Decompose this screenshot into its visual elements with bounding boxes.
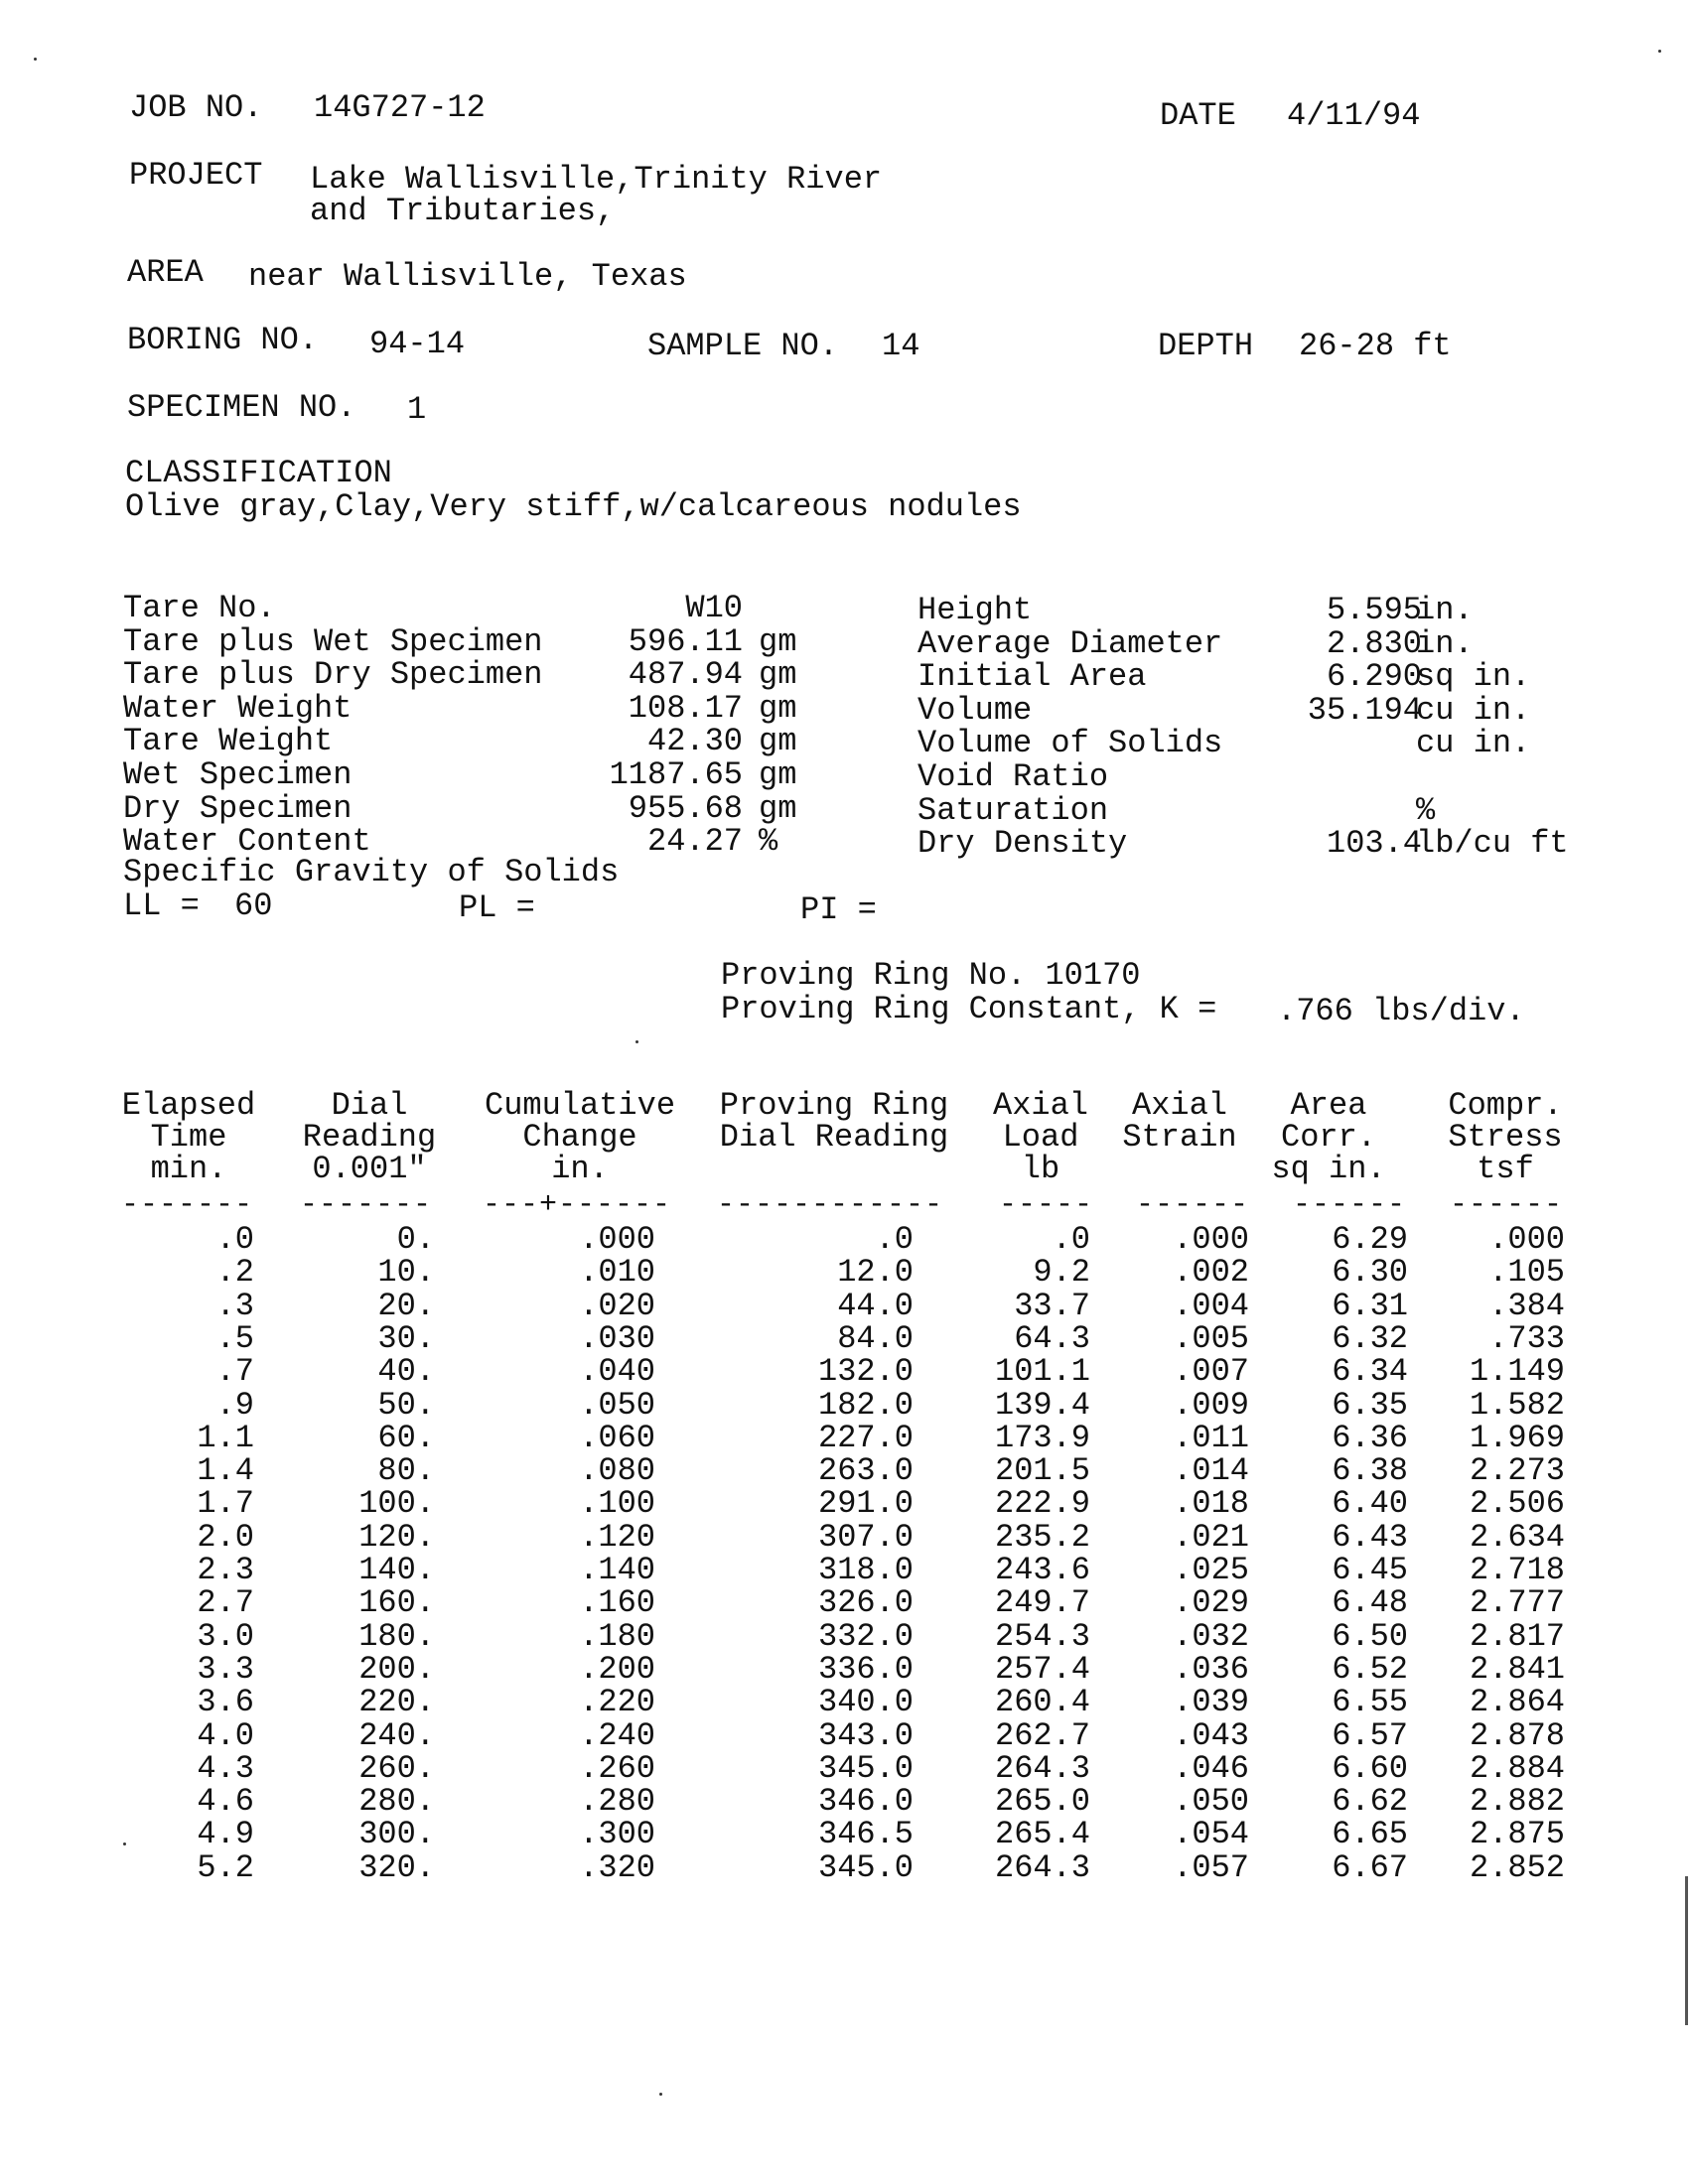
ll-label: LL = bbox=[123, 887, 200, 924]
specimen-prop-unit: % bbox=[759, 823, 778, 861]
scan-speck bbox=[659, 2093, 662, 2096]
table-cell: 3.3 bbox=[197, 1650, 254, 1688]
table-cell: 264.3 bbox=[994, 1848, 1090, 1886]
specimen-prop-value: 955.68 bbox=[628, 789, 743, 827]
table-cell: .004 bbox=[1173, 1287, 1249, 1324]
specimen-prop-unit: gm bbox=[759, 622, 797, 660]
table-cell: 260.4 bbox=[994, 1684, 1090, 1721]
table-cell: 6.32 bbox=[1332, 1319, 1408, 1357]
table-header-rule: ------ bbox=[1293, 1188, 1407, 1222]
table-cell: 2.634 bbox=[1469, 1518, 1565, 1556]
table-cell: .220 bbox=[579, 1684, 655, 1721]
table-cell: .5 bbox=[215, 1319, 254, 1357]
table-cell: 2.777 bbox=[1469, 1584, 1565, 1622]
table-cell: 6.57 bbox=[1332, 1716, 1408, 1754]
table-cell: 40. bbox=[377, 1353, 435, 1391]
table-cell: 0. bbox=[396, 1221, 435, 1258]
geometry-prop-label: Dry Density bbox=[917, 825, 1128, 863]
table-cell: .160 bbox=[579, 1584, 655, 1622]
scan-speck bbox=[123, 1843, 126, 1845]
depth-value: 26-28 ft bbox=[1299, 328, 1452, 364]
table-cell: 1.149 bbox=[1469, 1353, 1565, 1391]
table-header: Axial Load lb bbox=[992, 1087, 1088, 1187]
specimen-prop-label: Tare Weight bbox=[123, 723, 334, 760]
table-cell: 240. bbox=[358, 1716, 435, 1754]
table-cell: .050 bbox=[1173, 1783, 1249, 1821]
table-cell: 1.1 bbox=[197, 1419, 254, 1456]
table-cell: 291.0 bbox=[817, 1485, 914, 1523]
table-cell: .180 bbox=[579, 1617, 655, 1655]
table-cell: 6.35 bbox=[1332, 1386, 1408, 1424]
table-cell: 6.31 bbox=[1332, 1287, 1408, 1324]
geometry-prop-value: 103.4 bbox=[1326, 825, 1422, 863]
table-header-rule: ------- bbox=[121, 1188, 254, 1222]
geometry-prop-unit: cu in. bbox=[1416, 691, 1531, 729]
table-cell: 340.0 bbox=[817, 1684, 914, 1721]
table-cell: 2.841 bbox=[1469, 1650, 1565, 1688]
table-cell: .0 bbox=[215, 1221, 254, 1258]
table-cell: 201.5 bbox=[994, 1452, 1090, 1490]
table-cell: 200. bbox=[358, 1650, 435, 1688]
specimen-prop-unit: gm bbox=[759, 656, 797, 694]
table-cell: 332.0 bbox=[817, 1617, 914, 1655]
table-cell: .020 bbox=[579, 1287, 655, 1324]
table-cell: 9.2 bbox=[1033, 1254, 1090, 1292]
table-cell: 2.882 bbox=[1469, 1783, 1565, 1821]
specimen-prop-value: 487.94 bbox=[628, 656, 743, 694]
table-cell: .036 bbox=[1173, 1650, 1249, 1688]
specimen-prop-label: Tare plus Dry Specimen bbox=[123, 656, 543, 694]
table-cell: 2.864 bbox=[1469, 1684, 1565, 1721]
table-cell: .260 bbox=[579, 1749, 655, 1787]
date-label: DATE bbox=[1160, 97, 1236, 134]
table-cell: 345.0 bbox=[817, 1749, 914, 1787]
table-cell: 2.273 bbox=[1469, 1452, 1565, 1490]
pi-label: PI = bbox=[800, 891, 877, 928]
table-cell: .320 bbox=[579, 1848, 655, 1886]
geometry-prop-label: Volume of Solids bbox=[917, 725, 1223, 762]
geometry-prop-value: 5.595 bbox=[1326, 592, 1422, 628]
table-cell: .080 bbox=[579, 1452, 655, 1490]
geometry-prop-value: 35.194 bbox=[1307, 691, 1422, 729]
table-cell: 6.29 bbox=[1332, 1221, 1408, 1258]
table-cell: .046 bbox=[1173, 1749, 1249, 1787]
table-cell: 318.0 bbox=[817, 1552, 914, 1588]
proving-ring-constant-value: .766 lbs/div. bbox=[1277, 993, 1525, 1029]
scan-edge-mark bbox=[1685, 1876, 1688, 2025]
specimen-prop-label: Wet Specimen bbox=[123, 756, 352, 793]
table-cell: .733 bbox=[1488, 1319, 1565, 1357]
pl-label: PL = bbox=[459, 889, 535, 926]
scan-speck bbox=[1658, 50, 1661, 53]
proving-ring-constant-label: Proving Ring Constant, K = bbox=[721, 991, 1217, 1027]
table-cell: .032 bbox=[1173, 1617, 1249, 1655]
table-cell: 2.817 bbox=[1469, 1617, 1565, 1655]
table-header-rule: ------- bbox=[300, 1188, 433, 1222]
geometry-prop-value: 6.290 bbox=[1326, 658, 1422, 696]
table-cell: 345.0 bbox=[817, 1848, 914, 1886]
table-cell: 3.0 bbox=[197, 1617, 254, 1655]
table-cell: .9 bbox=[215, 1386, 254, 1424]
table-cell: 5.2 bbox=[197, 1848, 254, 1886]
boring-label: BORING NO. bbox=[127, 322, 319, 358]
table-cell: 2.506 bbox=[1469, 1485, 1565, 1523]
table-cell: 4.3 bbox=[197, 1749, 254, 1787]
table-cell: 2.0 bbox=[197, 1518, 254, 1556]
table-cell: .043 bbox=[1173, 1716, 1249, 1754]
table-cell: .040 bbox=[579, 1353, 655, 1391]
specimen-prop-value: 1187.65 bbox=[609, 756, 743, 793]
specimen-prop-value: 24.27 bbox=[646, 823, 743, 861]
table-cell: 33.7 bbox=[1014, 1287, 1090, 1324]
table-cell: 220. bbox=[358, 1684, 435, 1721]
specimen-prop-value: W10 bbox=[685, 590, 743, 626]
table-cell: 80. bbox=[377, 1452, 435, 1490]
scan-speck bbox=[34, 58, 37, 61]
table-cell: 6.60 bbox=[1332, 1749, 1408, 1787]
table-cell: 1.582 bbox=[1469, 1386, 1565, 1424]
table-cell: .000 bbox=[1173, 1221, 1249, 1258]
table-cell: 2.875 bbox=[1469, 1816, 1565, 1853]
table-cell: 263.0 bbox=[817, 1452, 914, 1490]
table-cell: .2 bbox=[215, 1254, 254, 1292]
project-line-1: Lake Wallisville,Trinity River bbox=[310, 161, 883, 198]
table-header-rule: ---+------ bbox=[483, 1188, 672, 1222]
table-cell: 2.3 bbox=[197, 1552, 254, 1588]
table-cell: 265.4 bbox=[994, 1816, 1090, 1853]
proving-ring-number: Proving Ring No. 10170 bbox=[721, 957, 1141, 994]
table-cell: 6.43 bbox=[1332, 1518, 1408, 1556]
boring-value: 94-14 bbox=[369, 326, 466, 362]
table-header-rule: ------ bbox=[1450, 1188, 1564, 1222]
geometry-prop-unit: cu in. bbox=[1416, 725, 1531, 762]
table-cell: 3.6 bbox=[197, 1684, 254, 1721]
table-cell: .7 bbox=[215, 1353, 254, 1391]
table-cell: .000 bbox=[579, 1221, 655, 1258]
table-cell: 2.852 bbox=[1469, 1848, 1565, 1886]
table-cell: .021 bbox=[1173, 1518, 1249, 1556]
specific-gravity-label: Specific Gravity of Solids bbox=[123, 854, 620, 890]
job-label: JOB NO. bbox=[129, 89, 263, 126]
table-cell: 6.40 bbox=[1332, 1485, 1408, 1523]
table-cell: 6.36 bbox=[1332, 1419, 1408, 1456]
table-cell: 4.0 bbox=[197, 1716, 254, 1754]
table-cell: .050 bbox=[579, 1386, 655, 1424]
table-cell: 262.7 bbox=[994, 1716, 1090, 1754]
table-cell: 222.9 bbox=[994, 1485, 1090, 1523]
table-cell: 1.4 bbox=[197, 1452, 254, 1490]
table-cell: 2.884 bbox=[1469, 1749, 1565, 1787]
table-cell: 182.0 bbox=[817, 1386, 914, 1424]
table-cell: 343.0 bbox=[817, 1716, 914, 1754]
table-cell: 243.6 bbox=[994, 1552, 1090, 1588]
specimen-label: SPECIMEN NO. bbox=[127, 389, 356, 426]
table-cell: 1.969 bbox=[1469, 1419, 1565, 1456]
specimen-prop-label: Tare No. bbox=[123, 590, 276, 626]
specimen-prop-unit: gm bbox=[759, 789, 797, 827]
table-header: Axial Strain bbox=[1122, 1087, 1237, 1156]
table-cell: .000 bbox=[1488, 1221, 1565, 1258]
geometry-prop-unit: in. bbox=[1416, 624, 1474, 662]
table-cell: 120. bbox=[358, 1518, 435, 1556]
table-cell: 336.0 bbox=[817, 1650, 914, 1688]
table-cell: .3 bbox=[215, 1287, 254, 1324]
date-value: 4/11/94 bbox=[1287, 97, 1421, 134]
table-cell: 2.878 bbox=[1469, 1716, 1565, 1754]
depth-label: DEPTH bbox=[1158, 328, 1254, 364]
table-header-rule: ----- bbox=[999, 1188, 1094, 1222]
specimen-prop-label: Tare plus Wet Specimen bbox=[123, 622, 543, 660]
table-cell: 60. bbox=[377, 1419, 435, 1456]
table-cell: 44.0 bbox=[837, 1287, 914, 1324]
table-cell: 6.52 bbox=[1332, 1650, 1408, 1688]
geometry-prop-label: Void Ratio bbox=[917, 758, 1109, 795]
table-cell: 6.34 bbox=[1332, 1353, 1408, 1391]
table-cell: .100 bbox=[579, 1485, 655, 1523]
table-cell: 4.9 bbox=[197, 1816, 254, 1853]
table-cell: .030 bbox=[579, 1319, 655, 1357]
table-cell: 101.1 bbox=[994, 1353, 1090, 1391]
table-cell: .140 bbox=[579, 1552, 655, 1588]
table-cell: 64.3 bbox=[1014, 1319, 1090, 1357]
geometry-prop-unit: lb/cu ft bbox=[1416, 825, 1569, 863]
table-cell: 6.30 bbox=[1332, 1254, 1408, 1292]
table-cell: .025 bbox=[1173, 1552, 1249, 1588]
project-label: PROJECT bbox=[129, 157, 263, 194]
table-cell: 326.0 bbox=[817, 1584, 914, 1622]
table-cell: .384 bbox=[1488, 1287, 1565, 1324]
area-label: AREA bbox=[127, 254, 204, 291]
table-cell: .018 bbox=[1173, 1485, 1249, 1523]
table-header: Proving Ring Dial Reading bbox=[719, 1087, 949, 1156]
table-cell: .007 bbox=[1173, 1353, 1249, 1391]
specimen-prop-unit: gm bbox=[759, 756, 797, 793]
table-cell: 132.0 bbox=[817, 1353, 914, 1391]
table-cell: .014 bbox=[1173, 1452, 1249, 1490]
table-cell: 260. bbox=[358, 1749, 435, 1787]
specimen-prop-unit: gm bbox=[759, 723, 797, 760]
table-cell: 280. bbox=[358, 1783, 435, 1821]
table-cell: 235.2 bbox=[994, 1518, 1090, 1556]
geometry-prop-unit: sq in. bbox=[1416, 658, 1531, 696]
table-cell: 320. bbox=[358, 1848, 435, 1886]
geometry-prop-unit: in. bbox=[1416, 592, 1474, 628]
table-cell: .300 bbox=[579, 1816, 655, 1853]
table-cell: 30. bbox=[377, 1319, 435, 1357]
table-cell: 2.718 bbox=[1469, 1552, 1565, 1588]
table-cell: 2.7 bbox=[197, 1584, 254, 1622]
table-cell: .0 bbox=[1052, 1221, 1090, 1258]
classification-value: Olive gray,Clay,Very stiff,w/calcareous nodules bbox=[125, 488, 1022, 525]
geometry-prop-label: Saturation bbox=[917, 791, 1109, 829]
table-cell: 12.0 bbox=[837, 1254, 914, 1292]
table-cell: 50. bbox=[377, 1386, 435, 1424]
geometry-prop-label: Height bbox=[917, 592, 1033, 628]
table-cell: .010 bbox=[579, 1254, 655, 1292]
table-cell: 140. bbox=[358, 1552, 435, 1588]
table-cell: 1.7 bbox=[197, 1485, 254, 1523]
table-cell: 6.48 bbox=[1332, 1584, 1408, 1622]
table-cell: 160. bbox=[358, 1584, 435, 1622]
table-cell: 249.7 bbox=[994, 1584, 1090, 1622]
table-cell: .054 bbox=[1173, 1816, 1249, 1853]
table-cell: .240 bbox=[579, 1716, 655, 1754]
ll-value: 60 bbox=[234, 887, 273, 924]
table-cell: 6.50 bbox=[1332, 1617, 1408, 1655]
classification-label: CLASSIFICATION bbox=[125, 455, 392, 491]
table-cell: .0 bbox=[875, 1221, 914, 1258]
table-cell: 84.0 bbox=[837, 1319, 914, 1357]
table-cell: .060 bbox=[579, 1419, 655, 1456]
specimen-prop-label: Water Weight bbox=[123, 689, 352, 727]
table-cell: 346.5 bbox=[817, 1816, 914, 1853]
table-cell: .105 bbox=[1488, 1254, 1565, 1292]
specimen-prop-value: 108.17 bbox=[628, 689, 743, 727]
table-cell: .009 bbox=[1173, 1386, 1249, 1424]
table-cell: 10. bbox=[377, 1254, 435, 1292]
geometry-prop-unit: % bbox=[1416, 791, 1436, 829]
table-cell: 254.3 bbox=[994, 1617, 1090, 1655]
scan-speck bbox=[635, 1040, 638, 1043]
table-header-rule: ------ bbox=[1136, 1188, 1250, 1222]
specimen-prop-value: 596.11 bbox=[628, 622, 743, 660]
table-header: Dial Reading 0.001" bbox=[302, 1087, 437, 1187]
table-cell: 6.55 bbox=[1332, 1684, 1408, 1721]
table-cell: 300. bbox=[358, 1816, 435, 1853]
table-cell: .120 bbox=[579, 1518, 655, 1556]
table-cell: .200 bbox=[579, 1650, 655, 1688]
geometry-prop-label: Volume bbox=[917, 691, 1033, 729]
table-cell: 180. bbox=[358, 1617, 435, 1655]
table-cell: .057 bbox=[1173, 1848, 1249, 1886]
project-line-2: and Tributaries, bbox=[310, 193, 616, 229]
table-cell: .280 bbox=[579, 1783, 655, 1821]
specimen-value: 1 bbox=[407, 391, 427, 428]
area-value: near Wallisville, Texas bbox=[248, 258, 687, 295]
table-cell: 257.4 bbox=[994, 1650, 1090, 1688]
table-cell: 346.0 bbox=[817, 1783, 914, 1821]
table-cell: 6.45 bbox=[1332, 1552, 1408, 1588]
table-cell: 265.0 bbox=[994, 1783, 1090, 1821]
table-cell: 6.67 bbox=[1332, 1848, 1408, 1886]
sample-value: 14 bbox=[882, 328, 920, 364]
sample-label: SAMPLE NO. bbox=[647, 328, 839, 364]
specimen-prop-label: Water Content bbox=[123, 823, 371, 861]
table-cell: 307.0 bbox=[817, 1518, 914, 1556]
table-cell: 6.38 bbox=[1332, 1452, 1408, 1490]
table-cell: 4.6 bbox=[197, 1783, 254, 1821]
table-cell: 227.0 bbox=[817, 1419, 914, 1456]
table-cell: .011 bbox=[1173, 1419, 1249, 1456]
table-header: Elapsed Time min. bbox=[121, 1087, 256, 1187]
table-header: Compr. Stress tsf bbox=[1448, 1087, 1563, 1187]
table-cell: 264.3 bbox=[994, 1749, 1090, 1787]
specimen-prop-unit: gm bbox=[759, 689, 797, 727]
table-cell: 173.9 bbox=[994, 1419, 1090, 1456]
table-cell: 139.4 bbox=[994, 1386, 1090, 1424]
table-header: Cumulative Change in. bbox=[484, 1087, 676, 1187]
specimen-prop-label: Dry Specimen bbox=[123, 789, 352, 827]
table-cell: 6.62 bbox=[1332, 1783, 1408, 1821]
table-cell: .029 bbox=[1173, 1584, 1249, 1622]
table-cell: 100. bbox=[358, 1485, 435, 1523]
job-number: 14G727-12 bbox=[314, 89, 486, 126]
table-header: Area Corr. sq in. bbox=[1271, 1087, 1386, 1187]
table-cell: 6.65 bbox=[1332, 1816, 1408, 1853]
specimen-prop-value: 42.30 bbox=[646, 723, 743, 760]
table-cell: 20. bbox=[377, 1287, 435, 1324]
geometry-prop-label: Initial Area bbox=[917, 658, 1147, 696]
table-cell: .005 bbox=[1173, 1319, 1249, 1357]
table-header-rule: ------------ bbox=[717, 1188, 944, 1222]
geometry-prop-label: Average Diameter bbox=[917, 624, 1223, 662]
table-cell: .002 bbox=[1173, 1254, 1249, 1292]
geometry-prop-value: 2.830 bbox=[1326, 624, 1422, 662]
table-cell: .039 bbox=[1173, 1684, 1249, 1721]
